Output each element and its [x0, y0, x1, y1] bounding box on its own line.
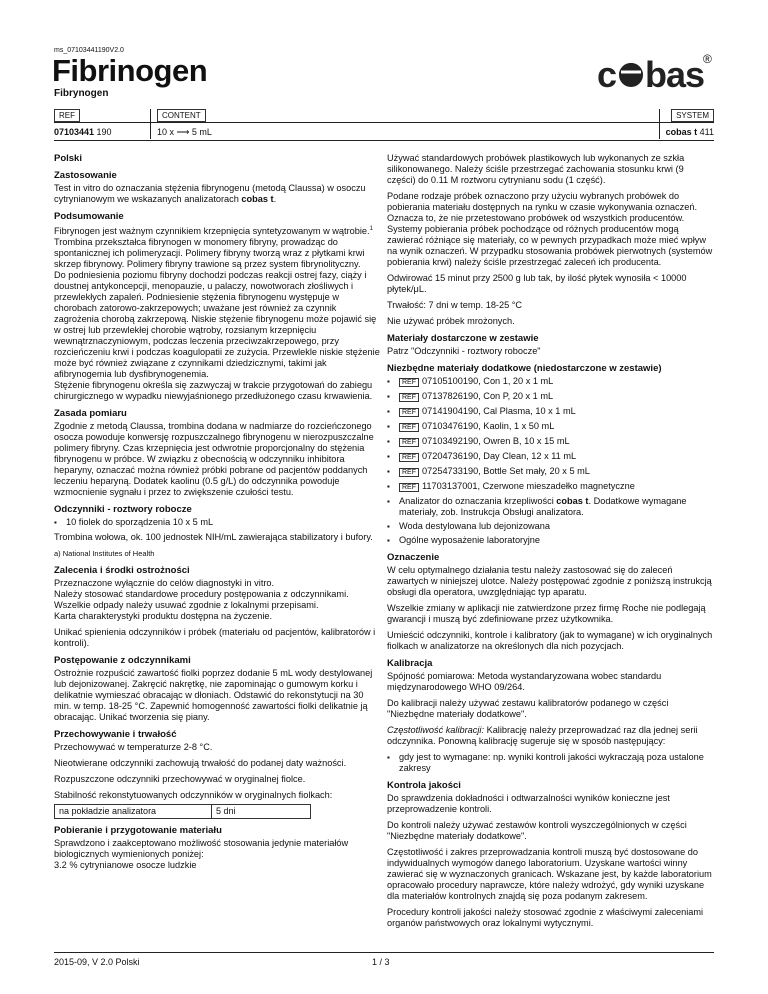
- paragraph: W celu optymalnego działania testu należy zastosować się do zaleceń zawartych w niniejszej ulotce. Należy postępować zgodnie z poniższą instrukcją obsługi dla operatora, uwzględniając typ aparatu.: [387, 565, 712, 597]
- header-col-divider: [659, 109, 660, 139]
- header-divider: [54, 122, 714, 123]
- paragraph: Wszelkie zmiany w aplikacji nie zatwierdzone przez firmę Roche nie podlegają gwarancji i muszą być zdefiniowane przez użytkownika.: [387, 603, 706, 624]
- paragraph: Przeznaczone wyłącznie do celów diagnostyki in vitro.: [54, 578, 275, 589]
- paragraph: Należy stosować standardowe procedury postępowania z odczynnikami.: [54, 589, 349, 600]
- document-id: ms_07103441190V2.0: [54, 47, 124, 54]
- section-heading: Zastosowanie: [54, 170, 117, 181]
- paragraph: Do sprawdzenia dokładności i odtwarzalności wyników konieczne jest przeprowadzenie kontroli.: [387, 793, 670, 814]
- paragraph: 3.2 % cytrynianowe osocze ludzkie: [54, 860, 197, 871]
- paragraph: Podane rodzaje próbek oznaczono przy użyciu wybranych probówek do pobierania materiału dostępnych na rynku w czasie wykonywania oznaczeń. Oznacza to, że nie przetestowano probówek od wszystkich producentów. Systemy pobierania próbek pochodzące od różnych producentów mogą zawierać różniące się materiały, co w pewnych przypadkach może mieć wpływ na wynik oznaczeń. W przypadku stosowania probówek pierwotnych (systemów pobierania krwi) należy ściśle przestrzegać zaleceń ich producenta.: [387, 191, 713, 267]
- materials-list: [387, 376, 713, 546]
- paragraph: Odwirować 15 minut przy 2500 g lub tak, by ilość płytek wynosiła < 10000 płytek/μL.: [387, 273, 687, 294]
- section-heading: Odczynniki - roztwory robocze: [54, 504, 192, 516]
- footer: [54, 957, 714, 967]
- paragraph: Karta charakterystyki produktu dostępna na życzenie.: [54, 611, 273, 622]
- paragraph: Częstotliwość i zakres przeprowadzania kontroli muszą być dostosowane do indywidualnych wymogów danego laboratorium. Uzyskane wartości winny zawierać się w wyznaczonych granicach. Wskazane jest, by każde laboratorium opracowało procedury naprawcze, które należy wdrożyć, gdy wyniki uzyskane dla materiałów kontrolnych znajdą się poza podanym zakresem.: [387, 847, 712, 901]
- list-item: ▪ Ogólne wyposażenie laboratoryjne: [387, 535, 713, 546]
- section-heading: Przechowywanie i trwałość: [54, 729, 177, 741]
- paragraph: Trombina wołowa, ok. 100 jednostek NIH/mL zawierająca stabilizatory i bufory.: [54, 532, 373, 543]
- section-heading: Materiały dostarczone w zestawie: [387, 333, 539, 344]
- paragraph: Ostrożnie rozpuścić zawartość fiolki poprzez dodanie 5 mL wody destylowanej lub dejonizowanej. Zakręcić nakrętkę, nie zapominając o gumowym korku i delikatnie wymieszać obracając w dłoniach. Odstawić do rekonstytucji na 30 min. w temp. 18-25 °C. Zapewnić homogenność zawartości fiolki delikatnie ją obracając. Unikać tworzenia się piany.: [54, 668, 373, 723]
- list-item: ▪ REF 11703137001, Czerwone mieszadełko magnetyczne: [387, 481, 713, 493]
- system-label: SYSTEM: [671, 109, 714, 122]
- stability-value: 5 dni: [212, 805, 311, 819]
- stability-key: na pokładzie analizatora: [55, 805, 212, 819]
- section-heading: Kalibracja: [387, 658, 433, 669]
- paragraph: Test in vitro do oznaczania stężenia fibrynogenu (metodą Claussa) w osoczu cytrynianowym we wskazanych analizatorach cobas t.: [54, 183, 366, 204]
- language-heading: Polski: [54, 153, 82, 164]
- paragraph: Częstotliwość kalibracji: Kalibrację należy przeprowadzać raz dla jednej serii odczynnika. Ponowną kalibrację sugeruje się w sposób następujący:: [387, 725, 698, 746]
- paragraph: Stężenie fibrynogenu określa się zazwyczaj w trakcie przygotowań do zabiegu chirurgicznego w wypadku niewyjaśnionego przedłużonego czasu krwawienia.: [54, 380, 373, 402]
- system-value: cobas t 411: [665, 127, 714, 137]
- list-item: ▪ Analizator do oznaczania krzepliwości cobas t. Dodatkowe wymagane materiały, zob. Instrukcja Obsługi analizatora.: [387, 496, 713, 518]
- product-title: Fibrinogen: [52, 53, 208, 88]
- cobas-logo: [597, 53, 717, 95]
- paragraph: Procedury kontroli jakości należy stosować zgodnie z właściwymi zaleceniami organów państwowych oraz lokalnymi wytycznymi.: [387, 907, 704, 928]
- paragraph: Nieotwierane odczynniki zachowują trwałość do podanej daty ważności.: [54, 758, 347, 769]
- section-heading: Niezbędne materiały dodatkowe (niedostarczone w zestawie): [387, 363, 662, 374]
- footer-version: 2015-09, V 2.0 Polski: [54, 957, 140, 967]
- paragraph: Wszelkie odpady należy usuwać zgodnie z lokalnymi przepisami.: [54, 600, 319, 611]
- paragraph: Nie używać próbek mrożonych.: [387, 316, 515, 326]
- section-heading: Oznaczenie: [387, 552, 440, 563]
- content-label: CONTENT: [157, 109, 206, 122]
- section-heading: Podsumowanie: [54, 211, 124, 222]
- paragraph: Patrz "Odczynniki - roztwory robocze": [387, 346, 541, 356]
- paragraph: Fibrynogen jest ważnym czynnikiem krzepnięcia syntetyzowanym w wątrobie.$^1$: [54, 226, 373, 237]
- section-heading: Zalecenia i środki ostrożności: [54, 565, 190, 577]
- paragraph: Używać standardowych probówek plastikowych lub wykonanych ze szkła silikonowanego. Należy ściśle przestrzegać zachowania stosunku krwi (9 części) do 0.11 M roztworu cytrynianu sodu (1 część).: [387, 153, 685, 185]
- right-column: [387, 153, 713, 934]
- list-item: ▪ 10 fiolek do sporządzenia 10 x 5 mL: [54, 517, 380, 528]
- list-item: ▪ REF 07254733190, Bottle Set mały, 20 x 5 mL: [387, 466, 713, 478]
- registered-icon: ®: [703, 52, 712, 66]
- left-column: [54, 153, 380, 876]
- section-heading: Postępowanie z odczynnikami: [54, 655, 191, 667]
- paragraph: Do kontroli należy używać zestawów kontroli wyszczególnionych w części "Niezbędne materiały dodatkowe".: [387, 820, 687, 841]
- svg-text:c: c: [597, 54, 617, 95]
- section-heading: Pobieranie i przygotowanie materiału: [54, 825, 222, 837]
- paragraph: Stabilność rekonstytuowanych odczynników w oryginalnych fiolkach:: [54, 790, 333, 801]
- header-col-divider: [150, 109, 151, 139]
- paragraph: Do kalibracji należy używać zestawu kalibratorów podanego w części "Niezbędne materiały dodatkowe".: [387, 698, 669, 719]
- footnote: a) National Institutes of Health: [54, 549, 155, 559]
- list-item: ▪ REF 07141904190, Cal Plasma, 10 x 1 mL: [387, 406, 713, 418]
- product-subtitle: Fibrynogen: [54, 88, 109, 99]
- list-item: ▪ REF 07137826190, Con P, 20 x 1 mL: [387, 391, 713, 403]
- paragraph: Unikać spienienia odczynników i próbek (materiału od pacjentów, kalibratorów i kontroli).: [54, 627, 376, 649]
- paragraph: Przechowywać w temperaturze 2-8 °C.: [54, 742, 213, 753]
- section-heading: Kontrola jakości: [387, 780, 461, 791]
- header-divider: [54, 140, 714, 141]
- list-item: ▪ REF 07103476190, Kaolin, 1 x 50 mL: [387, 421, 713, 433]
- list-item: ▪ REF 07103492190, Owren B, 10 x 15 mL: [387, 436, 713, 448]
- svg-text:bas: bas: [645, 54, 705, 95]
- paragraph: Trombina przekształca fibrynogen w monomery fibryny, prowadząc do spontanicznej ich polimeryzacji. Polimery fibryny tworzą wraz z płytkami krwi skrzep fibrynowy. Polimery fibryny trawione są przez system fibrynolityczny.: [54, 237, 365, 270]
- paragraph: Umieścić odczynniki, kontrole i kalibratory (jak to wymagane) w ich oryginalnych fiolkach w analizatorze na określonych dla nich pozycjach.: [387, 630, 713, 651]
- paragraph: Rozpuszczone odczynniki przechowywać w oryginalnej fiolce.: [54, 774, 306, 785]
- list-item: ▪ Woda destylowana lub dejonizowana: [387, 521, 713, 532]
- paragraph: Do podniesienia poziomu fibryny dochodzi podczas reakcji ostrej fazy, ciąży i doustnej antykoncepcji, menopauzie, u palaczy, nowotworach złośliwych i przewlekłych zapaleń. Podniesienie stężenia fibrynogenu występuje w chorobach zatorowo-zakrzepowych; uważane jest również za czynnik zagrożenia chorobą zakrzepową. Niskie stężenie fibrynogenu może pojawić się w ostrej lub przewlekłej chorobie wątroby, rozsianym krzepnięciu wewnątrznaczyniowym, podczas leczenia przeciwzakrzepowego, przy rozcieńczeniu krwi i podczas koagulopatii ze zużycia. Przewlekle niskie stężenie może być również związane z czynnikami dziedzicznymi, takimi jak afibrynogemia lub dysfibrynogenemia.: [54, 270, 380, 380]
- paragraph: Trwałość: 7 dni w temp. 18-25 °C: [387, 300, 523, 310]
- list-item: ▪ REF 07105100190, Con 1, 20 x 1 mL: [387, 376, 713, 388]
- ref-label: REF: [54, 109, 80, 122]
- list-item: ▪ gdy jest to wymagane: np. wyniki kontroli jakości wykraczają poza ustalone zakresy: [387, 752, 713, 774]
- footer-divider: [54, 952, 714, 953]
- page-number: 1 / 3: [372, 957, 390, 967]
- section-heading: Zasada pomiaru: [54, 408, 127, 420]
- paragraph: Sprawdzono i zaakceptowano możliwość stosowania jedynie materiałów biologicznych wymienionych poniżej:: [54, 838, 349, 860]
- list-item: ▪ REF 07204736190, Day Clean, 12 x 11 mL: [387, 451, 713, 463]
- stability-table: [54, 804, 311, 819]
- paragraph: Zgodnie z metodą Claussa, trombina dodana w nadmiarze do rozcieńczonego osocza powoduje konwersję rozpuszczalnego fibrynogenu w nierozpuszczalne polimery fibryny. Czas krzepnięcia jest odwrotnie proporcjonalny do stężenia fibrynogenu w próbce. W związku z obecnością w odczynniku inhibitora heparyny, oznaczać można również próbki pobrane od pacjentów poddanych leczeniu heparyną. Dodatek kaolinu (0.5 g/L) do odczynnika powoduje wzmocnienie sygnału i przez to zwiększenie czułości testu.: [54, 421, 374, 498]
- paragraph: Spójność pomiarowa: Metoda wystandaryzowana wobec standardu międzynarodowego WHO 09/264.: [387, 671, 662, 692]
- content-value: 10 x ⟶ 5 mL: [157, 127, 212, 137]
- ref-value: 07103441 190: [54, 127, 112, 137]
